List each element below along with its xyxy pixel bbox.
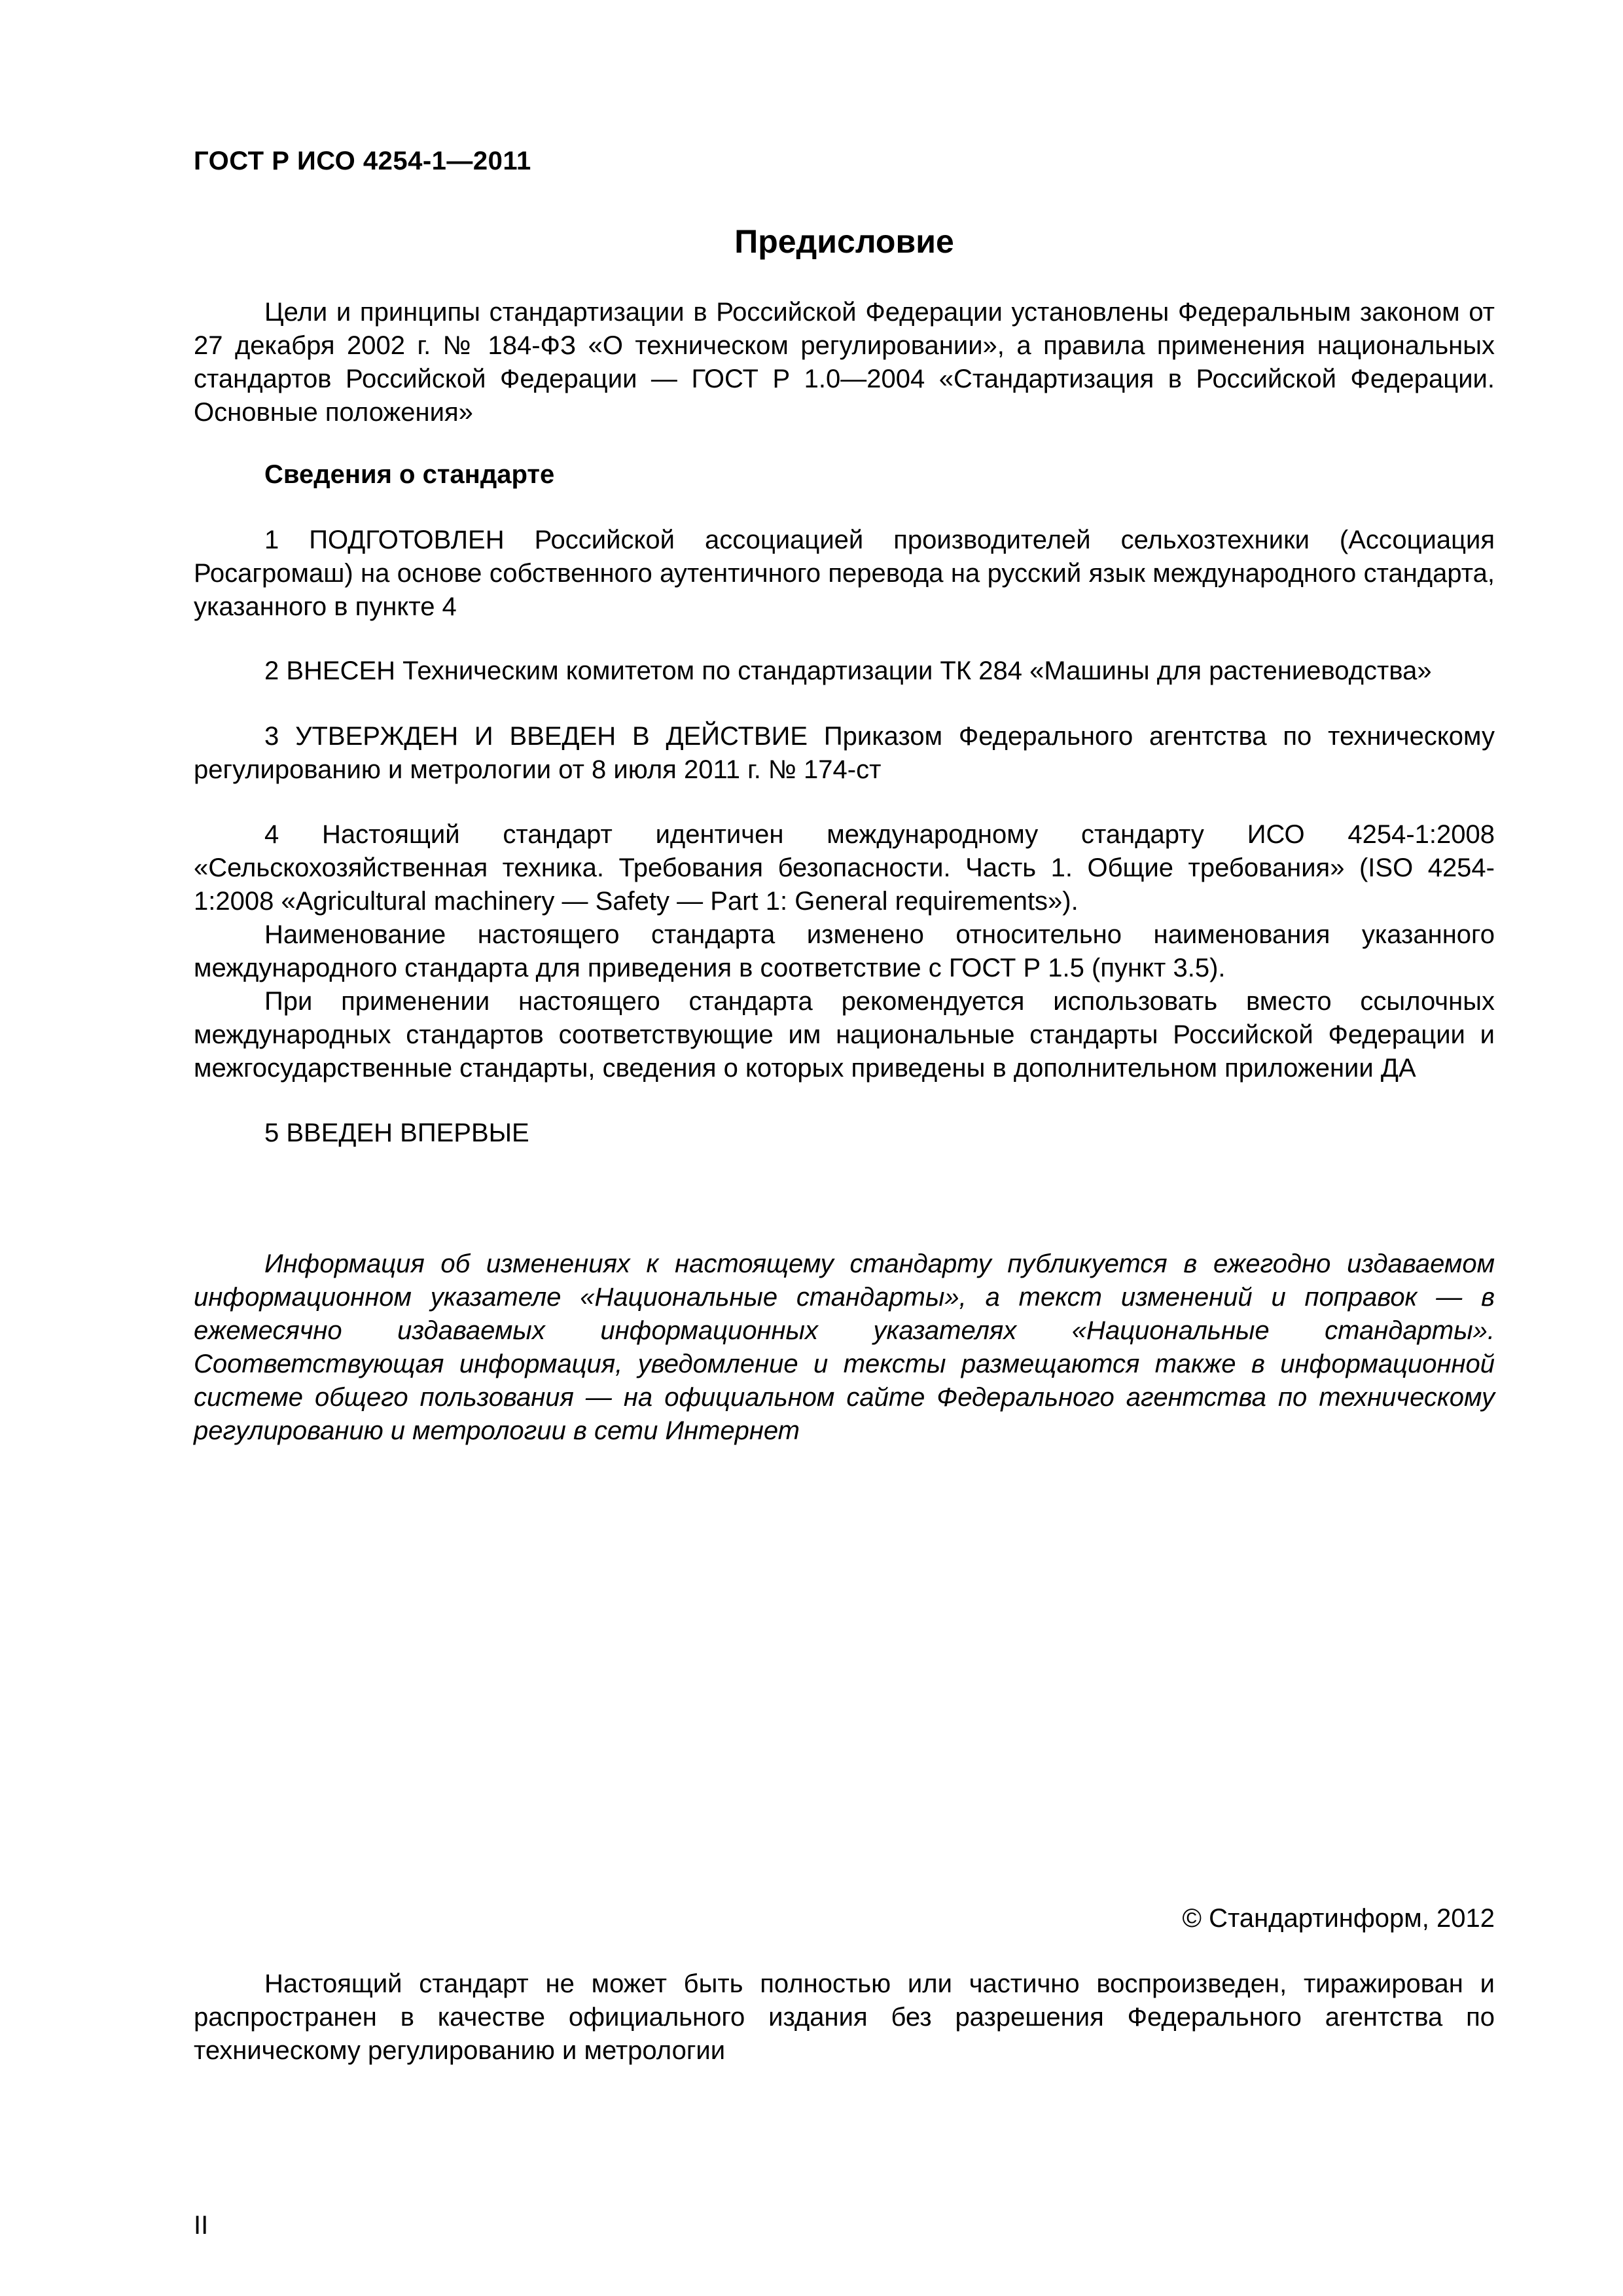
copyright-notice: © Стандартинформ, 2012	[1182, 1904, 1495, 1933]
item-3-block	[194, 720, 1495, 787]
list-item-2: 2 ВНЕСЕН Техническим комитетом по стандартизации ТК 284 «Машины для растениеводства»	[264, 656, 1432, 685]
restriction-block	[194, 1967, 1495, 2068]
list-item-3: 3 УТВЕРЖДЕН И ВВЕДЕН В ДЕЙСТВИЕ Приказом Федерального агентства по техническому регулированию и метрологии от 8 июля 2011 г. № 174-ст	[194, 722, 1495, 784]
list-item-4: 4 Настоящий стандарт идентичен международному стандарту ИСО 4254-1:2008 «Сельскохозяйственная техника. Требования безопасности. Часть 1. Общие требования» (ISO 4254-1:2008 «Agricultural machinery — Safety — Part 1: General requirements»).	[194, 820, 1495, 916]
standard-code-header: ГОСТ Р ИСО 4254-1—2011	[194, 147, 531, 175]
restriction-notice: Настоящий стандарт не может быть полностью или частично воспроизведен, тиражирован и распространен в качестве официального издания без разрешения Федерального агентства по техническому регулированию и метрологии	[194, 1969, 1495, 2065]
item-5-block	[194, 1117, 1495, 1150]
list-item-1: 1 ПОДГОТОВЛЕН Российской ассоциацией производителей сельхозтехники (Ассоциация Росагромаш) на основе собственного аутентичного перевода на русский язык международного стандарта, указанного в пункте 4	[194, 526, 1495, 621]
copyright-block	[194, 1902, 1495, 1935]
page-number: II	[194, 2211, 209, 2240]
item-4-block	[194, 818, 1495, 1085]
list-item-5: 5 ВВЕДЕН ВПЕРВЫЕ	[264, 1119, 529, 1147]
item-2-block	[194, 655, 1495, 688]
intro-section	[194, 296, 1495, 429]
changes-info-paragraph: Информация об изменениях к настоящему стандарту публикуется в ежегодно издаваемом информационном указателе «Национальные стандарты», а текст изменений и поправок — в ежемесячно издаваемых информационных указателях «Национальные стандарты». Соответствующая информация, уведомление и тексты размещаются также в информационной системе общего пользования — на официальном сайте Федерального агентства по техническому регулированию и метрологии в сети Интернет	[194, 1249, 1495, 1445]
intro-paragraph: Цели и принципы стандартизации в Российской Федерации установлены Федеральным законом от 27 декабря 2002 г. № 184-ФЗ «О техническом регулировании», а правила применения национальных стандартов Российской Федерации — ГОСТ Р 1.0—2004 «Стандартизация в Российской Федерации. Основные положения»	[194, 298, 1495, 427]
list-item-4-note-2: При применении настоящего стандарта рекомендуется использовать вместо ссылочных международных стандартов соответствующие им национальные стандарты Российской Федерации и межгосударственные стандарты, сведения о которых приведены в дополнительном приложении ДА	[194, 987, 1495, 1083]
list-item-4-note-1: Наименование настоящего стандарта изменено относительно наименования указанного международного стандарта для приведения в соответствие с ГОСТ Р 1.5 (пункт 3.5).	[194, 920, 1495, 982]
section-heading: Сведения о стандарте	[264, 460, 555, 489]
standard-info-section	[194, 458, 1495, 492]
item-1-block	[194, 524, 1495, 624]
page-title: Предисловие	[734, 223, 954, 260]
changes-info-block	[194, 1247, 1495, 1448]
